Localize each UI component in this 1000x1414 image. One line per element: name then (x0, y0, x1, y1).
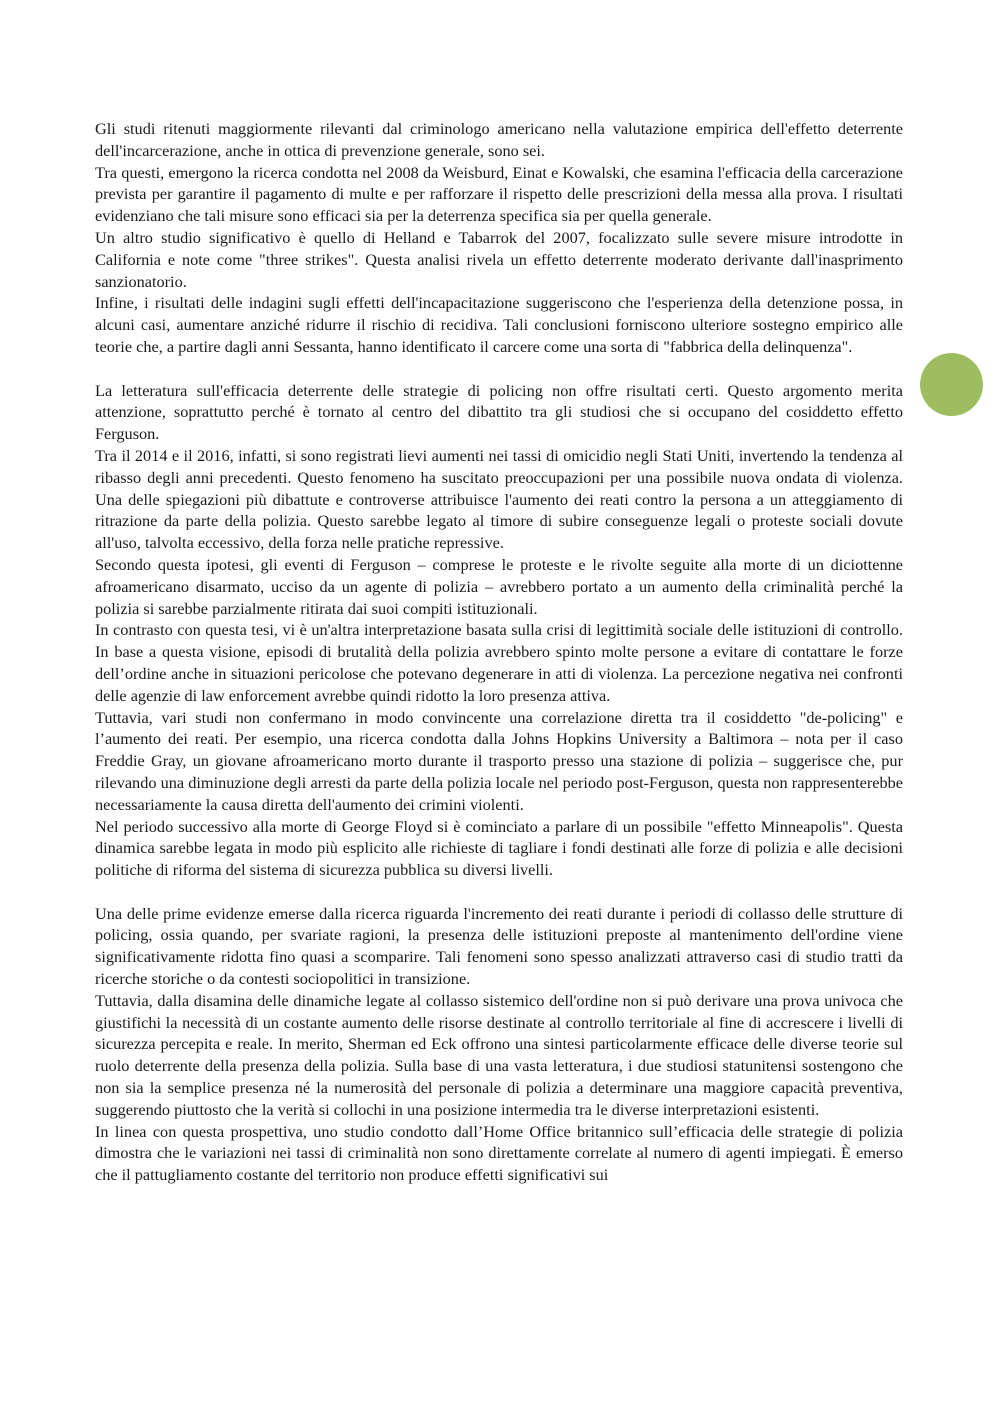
section-3 (95, 903, 903, 1186)
paragraph: Infine, i risultati delle indagini sugli effetti dell'incapacitazione suggeriscono che l'esperienza della detenzione possa, in alcuni casi, aumentare anziché ridurre il rischio di recidiva. Tali conclusioni forniscono ulteriore sostegno empirico alle teorie che, a partire dagli anni Sessanta, hanno identificato il carcere come una sorta di "fabbrica della delinquenza". (95, 293, 903, 356)
paragraph: Tuttavia, vari studi non confermano in modo convincente una correlazione diretta tra il cosiddetto "de-policing" e l’aumento dei reati. Per esempio, una ricerca condotta dalla Johns Hopkins University a Baltimora – nota per il caso Freddie Gray, un giovane afroamericano morto durante il trasporto presso una stazione di polizia – suggerisce che, pur rilevando una diminuzione degli arresti da parte della polizia locale nel periodo post-Ferguson, questa non rappresenterebbe necessariamente la causa diretta dell'aumento dei crimini violenti. (95, 707, 903, 814)
paragraph: Una delle prime evidenze emerse dalla ricerca riguarda l'incremento dei reati durante i periodi di collasso delle strutture di policing, ossia quando, per svariate ragioni, la presenza delle istituzioni preposte al mantenimento dell'ordine viene significativamente ridotta fino quasi a scomparire. Tali fenomeni sono spesso analizzati attraverso casi di studio tratti da ricerche storiche o da contesti sociopolitici in transizione. (95, 903, 903, 989)
section-2 (95, 380, 903, 881)
green-circle-marker (920, 353, 983, 416)
paragraph: Un altro studio significativo è quello di Helland e Tabarrok del 2007, focalizzato sulle severe misure introdotte in California e note come "three strikes". Questa analisi rivela un effetto deterrente moderato derivante dall'inasprimento sanzionatorio. (95, 227, 903, 291)
paragraph: Tra questi, emergono la ricerca condotta nel 2008 da Weisburd, Einat e Kowalski, che esamina l'efficacia della carcerazione prevista per garantire il pagamento di multe e per rafforzare il rispetto delle prescrizioni della messa alla prova. I risultati evidenziano che tali misure sono efficaci sia per la deterrenza specifica sia per quella generale. (95, 162, 903, 226)
paragraph: Tra il 2014 e il 2016, infatti, si sono registrati lievi aumenti nei tassi di omicidio negli Stati Uniti, invertendo la tendenza al ribasso degli anni precedenti. Questo fenomeno ha suscitato preoccupazioni per una possibile nuova ondata di violenza. Una delle spiegazioni più dibattute e controverse attribuisce l'aumento dei reati contro la persona a un atteggiamento di ritrazione da parte della polizia. Questo sarebbe legato al timore di subire conseguenze legali o proteste sociali dovute all'uso, talvolta eccessivo, della forza nelle pratiche repressive. (95, 445, 903, 553)
paragraph: Nel periodo successivo alla morte di George Floyd si è cominciato a parlare di un possibile "effetto Minneapolis". Questa dinamica sarebbe legata in modo più esplicito alle richieste di tagliare i fondi destinati alle forze di polizia e alle decisioni politiche di riforma del sistema di sicurezza pubblica su diversi livelli. (95, 816, 903, 880)
paragraph: La letteratura sull'efficacia deterrente delle strategie di policing non offre risultati certi. Questo argomento merita attenzione, soprattutto perché è tornato al centro del dibattito tra gli studiosi che si occupano del cosiddetto effetto Ferguson. (95, 380, 903, 444)
paragraph: In linea con questa prospettiva, uno studio condotto dall’Home Office britannico sull’efficacia delle strategie di polizia dimostra che le variazioni nei tassi di criminalità non sono direttamente correlate al numero di agenti impiegati. È emerso che il pattugliamento costante del territorio non produce effetti significativi sui (95, 1121, 903, 1185)
document-body (95, 118, 903, 1186)
paragraph: Gli studi ritenuti maggiormente rilevanti dal criminologo americano nella valutazione empirica dell'effetto deterrente dell'incarcerazione, anche in ottica di prevenzione generale, sono sei. (95, 119, 903, 160)
paragraph: In contrasto con questa tesi, vi è un'altra interpretazione basata sulla crisi di legittimità sociale delle istituzioni di controllo. In base a questa visione, episodi di brutalità della polizia avrebbero spinto molte persone a evitare di contattare le forze dell’ordine anche in situazioni pericolose che potevano degenerare in atti di violenza. La percezione negativa nei confronti delle agenzie di law enforcement avrebbe quindi ridotto la loro presenza attiva. (95, 620, 903, 705)
paragraph: Tuttavia, dalla disamina delle dinamiche legate al collasso sistemico dell'ordine non si può derivare una prova univoca che giustifichi la necessità di un costante aumento delle risorse destinate al controllo territoriale al fine di accrescere i livelli di sicurezza percepita e reale. In merito, Sherman ed Eck offrono una sintesi particolarmente efficace delle diverse teorie sul ruolo deterrente della presenza della polizia. Sulla base di una vasta letteratura, i due studiosi statunitensi sostengono che non sia la semplice presenza né la numerosità del personale di polizia a determinare una maggiore capacità preventiva, suggerendo piuttosto che la verità si collochi in una posizione intermedia tra le diverse interpretazioni esistenti. (95, 990, 903, 1119)
section-1 (95, 118, 903, 358)
paragraph: Secondo questa ipotesi, gli eventi di Ferguson – comprese le proteste e le rivolte seguite alla morte di un diciottenne afroamericano disarmato, ucciso da un agente di polizia – avrebbero portato a un aumento della criminalità perché la polizia si sarebbe parzialmente ritirata dai suoi compiti istituzionali. (95, 554, 903, 618)
